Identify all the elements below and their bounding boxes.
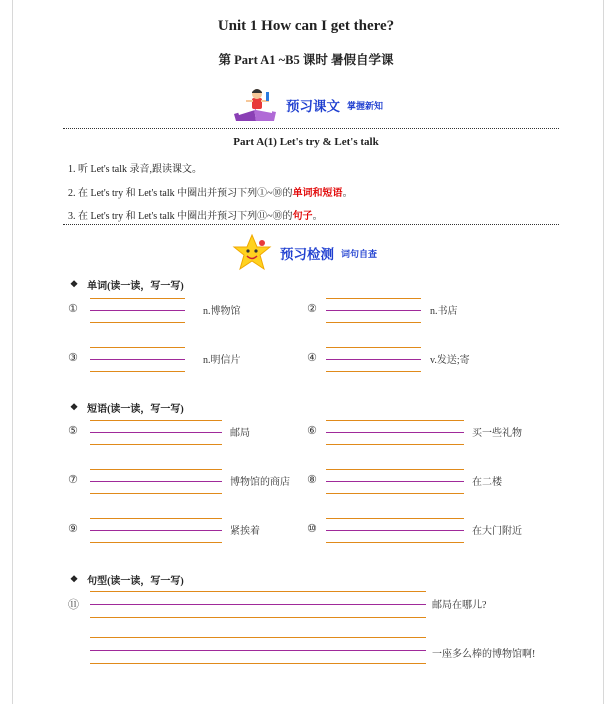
page-edge-right: [603, 0, 604, 704]
section-preview-header: [232, 88, 383, 122]
phrases-heading: ❖ 短语(读一读，写一写): [70, 402, 184, 415]
phrase-meaning: 买一些礼物: [472, 428, 522, 439]
phrase-writing-area[interactable]: [326, 516, 464, 546]
phrase-writing-area[interactable]: [326, 467, 464, 497]
phrase-meaning: 紧挨着: [230, 526, 260, 537]
dotted-divider: [63, 224, 559, 225]
highlight-words-phrases: 单词和短语: [292, 188, 343, 199]
word-writing-area[interactable]: [326, 296, 421, 326]
sentence-writing-area[interactable]: [90, 635, 426, 667]
item-number: ⑥: [307, 424, 317, 437]
word-writing-area[interactable]: [90, 345, 185, 375]
page-title: Unit 1 How can I get there?: [217, 18, 395, 34]
word-meaning: n.博物馆: [203, 306, 241, 317]
word-writing-area[interactable]: [326, 345, 421, 375]
sentence-writing-area[interactable]: [90, 589, 426, 621]
word-meaning: n.书店: [430, 306, 458, 317]
section-check-subtitle: 词句自查: [341, 249, 378, 260]
phrase-writing-area[interactable]: [90, 516, 222, 546]
item-number: ⑦: [68, 473, 78, 486]
phrase-writing-area[interactable]: [90, 467, 222, 497]
sentence-meaning: 邮局在哪儿?: [432, 600, 487, 611]
sentences-heading: ❖ 句型(读一读，写一写): [70, 574, 184, 587]
page-edge-left: [12, 0, 13, 704]
section-preview-title: 预习课文: [286, 99, 340, 115]
dotted-divider: [63, 128, 559, 129]
word-writing-area[interactable]: [90, 296, 185, 326]
section-check-title: 预习检测: [280, 247, 334, 263]
lesson-subtitle: 第 Part A1 ~B5 课时 暑假自学课: [218, 53, 394, 67]
highlight-sentences: 句子: [292, 211, 313, 222]
instruction-1: 1. 听 Let's talk 录音,跟读课文。: [68, 164, 203, 175]
item-number: ⑩: [307, 522, 317, 535]
phrase-writing-area[interactable]: [326, 418, 464, 448]
phrase-meaning: 在大门附近: [472, 526, 522, 537]
instruction-2: 2. 在 Let's try 和 Let's talk 中圈出并预习下列①~⑩的单词和短语。: [68, 188, 353, 199]
instruction-3: 3. 在 Let's try 和 Let's talk 中圈出并预习下列⑪~⑩的句子。: [68, 211, 323, 222]
item-number: ⑤: [68, 424, 78, 437]
part-title: Part A(1) Let's try & Let's talk: [233, 136, 379, 148]
item-number: ③: [68, 351, 78, 364]
item-number: ⑪: [68, 598, 79, 611]
sentence-meaning: 一座多么棒的博物馆啊!: [432, 649, 536, 660]
item-number: ⑨: [68, 522, 78, 535]
phrase-meaning: 博物馆的商店: [230, 477, 290, 488]
diamond-bullet-icon: ❖: [70, 574, 79, 584]
section-check-header: [232, 234, 377, 272]
diamond-bullet-icon: ❖: [70, 279, 79, 289]
item-number: ④: [307, 351, 317, 364]
word-meaning: v.发送;寄: [430, 355, 470, 366]
words-heading: ❖ 单词(读一读，写一写): [70, 279, 184, 292]
item-number: ①: [68, 302, 78, 315]
section-preview-subtitle: 掌握新知: [347, 101, 384, 112]
diamond-bullet-icon: ❖: [70, 402, 79, 412]
item-number: ⑧: [307, 473, 317, 486]
word-meaning: n.明信片: [203, 355, 241, 366]
phrase-meaning: 在二楼: [472, 477, 502, 488]
phrase-writing-area[interactable]: [90, 418, 222, 448]
item-number: ②: [307, 302, 317, 315]
phrase-meaning: 邮局: [230, 428, 250, 439]
student-reading-book-icon: [232, 88, 280, 122]
star-mascot-icon: [232, 234, 272, 272]
